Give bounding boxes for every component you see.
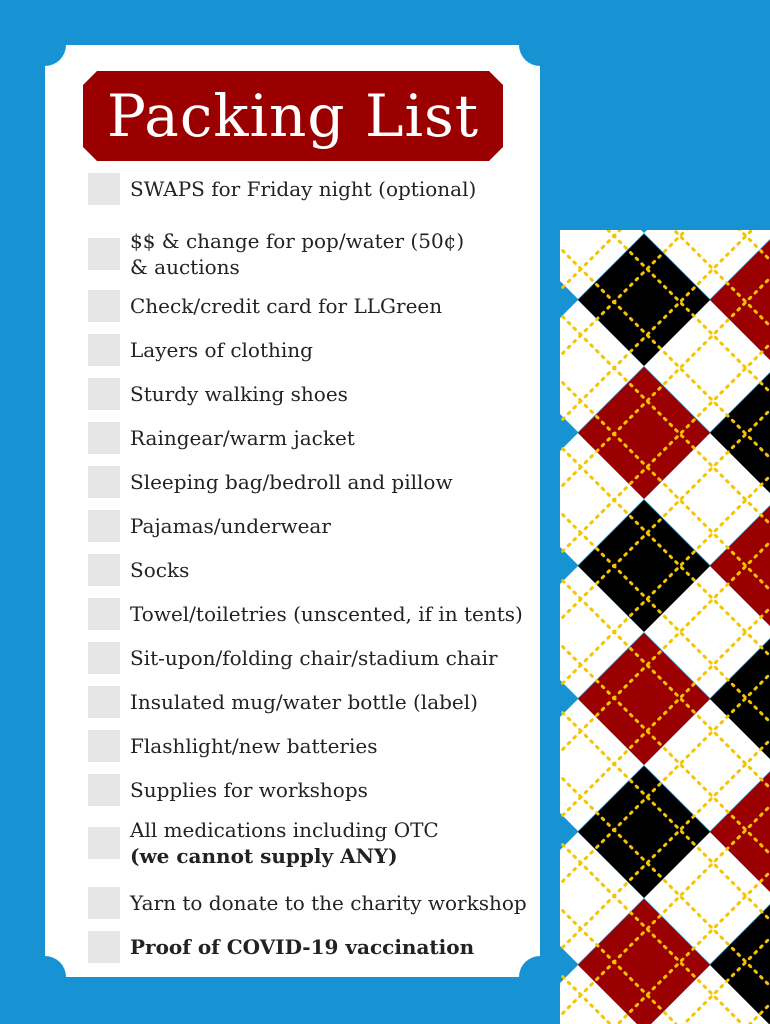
- checkbox[interactable]: [88, 598, 120, 630]
- checklist-item[interactable]: [88, 642, 530, 674]
- checklist-item[interactable]: [88, 686, 530, 718]
- checkbox[interactable]: [88, 931, 120, 963]
- checklist-item-label: [130, 513, 331, 539]
- checklist-item[interactable]: [88, 931, 530, 963]
- checklist-item-label: [130, 817, 439, 869]
- checklist-item-label: [130, 176, 476, 202]
- argyle-pattern: [560, 230, 770, 1024]
- checkbox[interactable]: [88, 730, 120, 762]
- checklist-item-text-line2: & auctions: [130, 255, 240, 279]
- checklist-item[interactable]: [88, 887, 530, 919]
- checklist-item[interactable]: [88, 510, 530, 542]
- checklist-item-text: Raingear/warm jacket: [130, 426, 355, 450]
- checklist-item[interactable]: [88, 817, 530, 869]
- checklist-item-text: Layers of clothing: [130, 338, 313, 362]
- checkbox[interactable]: [88, 642, 120, 674]
- checklist-item-text: Sleeping bag/bedroll and pillow: [130, 470, 453, 494]
- checklist-item-label: [130, 337, 313, 363]
- checkbox[interactable]: [88, 887, 120, 919]
- checkbox[interactable]: [88, 334, 120, 366]
- checklist-item-label: [130, 425, 355, 451]
- checklist-item-text: Proof of COVID-19 vaccination: [130, 935, 475, 959]
- checklist-item-label: [130, 557, 189, 583]
- checklist-item-label: [130, 934, 474, 960]
- checklist-item-text: All medications including OTC: [130, 818, 439, 842]
- checkbox[interactable]: [88, 290, 120, 322]
- checklist-item-label: [130, 733, 377, 759]
- checklist-item[interactable]: [88, 598, 530, 630]
- checkbox[interactable]: [88, 774, 120, 806]
- checklist-item-text-line2: (we cannot supply ANY): [130, 844, 398, 868]
- checklist-item[interactable]: [88, 228, 530, 280]
- checklist-item-text: Yarn to donate to the charity workshop: [130, 891, 527, 915]
- checklist-item-text: Towel/toiletries (unscented, if in tents): [130, 602, 523, 626]
- checklist-item[interactable]: [88, 730, 530, 762]
- checklist-item[interactable]: [88, 422, 530, 454]
- checklist-item-label: [130, 469, 453, 495]
- checklist-item[interactable]: [88, 466, 530, 498]
- checklist-item-text: Sturdy walking shoes: [130, 382, 348, 406]
- checklist-item-text: Check/credit card for LLGreen: [130, 294, 443, 318]
- checklist-item-label: [130, 890, 527, 916]
- checklist-item-text: Pajamas/underwear: [130, 514, 331, 538]
- checklist-item[interactable]: [88, 334, 530, 366]
- checklist-item[interactable]: [88, 173, 530, 205]
- checkbox[interactable]: [88, 238, 120, 270]
- checklist-item-text: Supplies for workshops: [130, 778, 368, 802]
- checklist-item-label: [130, 645, 498, 671]
- checklist-item[interactable]: [88, 774, 530, 806]
- checklist: [45, 45, 540, 977]
- checklist-item[interactable]: [88, 290, 530, 322]
- checklist-item[interactable]: [88, 378, 530, 410]
- checkbox[interactable]: [88, 422, 120, 454]
- checkbox[interactable]: [88, 173, 120, 205]
- checklist-item-label: [130, 228, 464, 280]
- checklist-item-text: Flashlight/new batteries: [130, 734, 378, 758]
- checklist-item[interactable]: [88, 554, 530, 586]
- checklist-item-text: $$ & change for pop/water (50¢): [130, 229, 465, 253]
- checkbox[interactable]: [88, 554, 120, 586]
- checklist-item-text: Socks: [130, 558, 190, 582]
- packing-list-card: [45, 45, 540, 977]
- checklist-item-text: SWAPS for Friday night (optional): [130, 177, 477, 201]
- checklist-item-label: [130, 689, 478, 715]
- page-title: Packing List: [106, 82, 480, 150]
- checklist-item-text: Sit-upon/folding chair/stadium chair: [130, 646, 498, 670]
- checklist-item-label: [130, 293, 442, 319]
- checklist-item-label: [130, 381, 348, 407]
- checkbox[interactable]: [88, 510, 120, 542]
- checkbox[interactable]: [88, 686, 120, 718]
- checkbox[interactable]: [88, 466, 120, 498]
- checkbox[interactable]: [88, 378, 120, 410]
- checklist-item-label: [130, 601, 523, 627]
- checklist-item-label: [130, 777, 368, 803]
- checklist-item-text: Insulated mug/water bottle (label): [130, 690, 478, 714]
- checkbox[interactable]: [88, 827, 120, 859]
